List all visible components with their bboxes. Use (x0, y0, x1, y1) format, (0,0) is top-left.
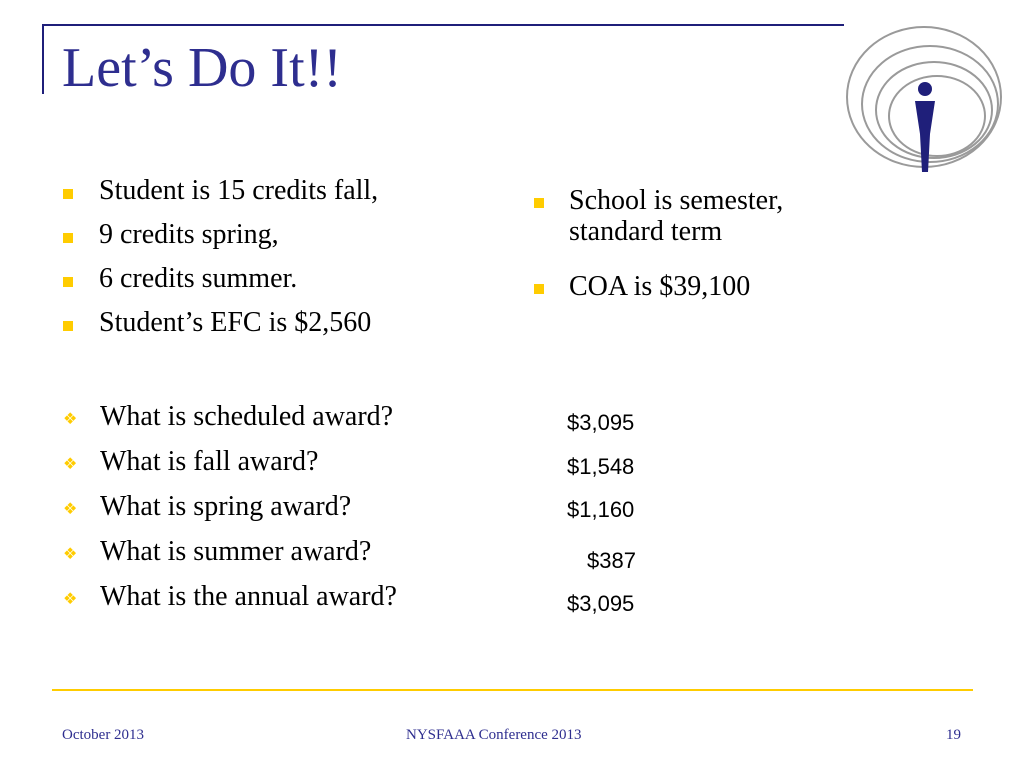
footer-divider (52, 689, 973, 691)
diamond-bullet-icon: ❖ (63, 454, 78, 473)
title-frame-top-line (42, 24, 844, 26)
square-bullet-icon (63, 189, 73, 199)
footer-conference: NYSFAAA Conference 2013 (406, 727, 582, 743)
diamond-bullet-icon: ❖ (63, 589, 78, 608)
right-bullet-list (534, 186, 874, 316)
question-item: ❖ What is fall award? (63, 446, 319, 477)
square-bullet-icon (63, 277, 73, 287)
answer-fall-award: $1,548 (567, 454, 635, 479)
answer-spring-award: $1,160 (567, 497, 635, 522)
answer-scheduled-award: $3,095 (567, 410, 635, 435)
right-bullet-item: School is semester, standard term (534, 186, 874, 272)
question-list (62, 402, 532, 627)
left-bullet-item: Student’s EFC is $2,560 (62, 308, 512, 352)
square-bullet-icon (534, 284, 544, 294)
question-item: ❖ What is summer award? (63, 536, 372, 567)
diamond-bullet-icon: ❖ (63, 544, 78, 563)
left-bullet-item: 9 credits spring, (62, 220, 512, 264)
question-item: ❖ What is spring award? (63, 491, 352, 522)
square-bullet-icon (63, 233, 73, 243)
right-bullet-item: COA is $39,100 (534, 272, 874, 316)
left-bullet-list (62, 176, 512, 352)
square-bullet-icon (534, 198, 544, 208)
diamond-bullet-icon: ❖ (63, 499, 78, 518)
question-item: ❖ What is scheduled award? (63, 401, 394, 432)
footer-page-number: 19 (946, 727, 961, 743)
answer-annual-award: $3,095 (567, 591, 635, 616)
left-bullet-item: 6 credits summer. (62, 264, 512, 308)
title-frame-left-line (42, 24, 44, 94)
footer-date: October 2013 (62, 727, 145, 743)
diamond-bullet-icon: ❖ (63, 409, 78, 428)
left-bullet-item: Student is 15 credits fall, (62, 176, 512, 220)
concentric-circles-person-logo-icon (842, 14, 1010, 184)
slide-title: Let’s Do It!! (62, 37, 342, 99)
question-item: ❖ What is the annual award? (63, 581, 397, 612)
square-bullet-icon (63, 321, 73, 331)
answer-summer-award: $387 (587, 548, 636, 573)
